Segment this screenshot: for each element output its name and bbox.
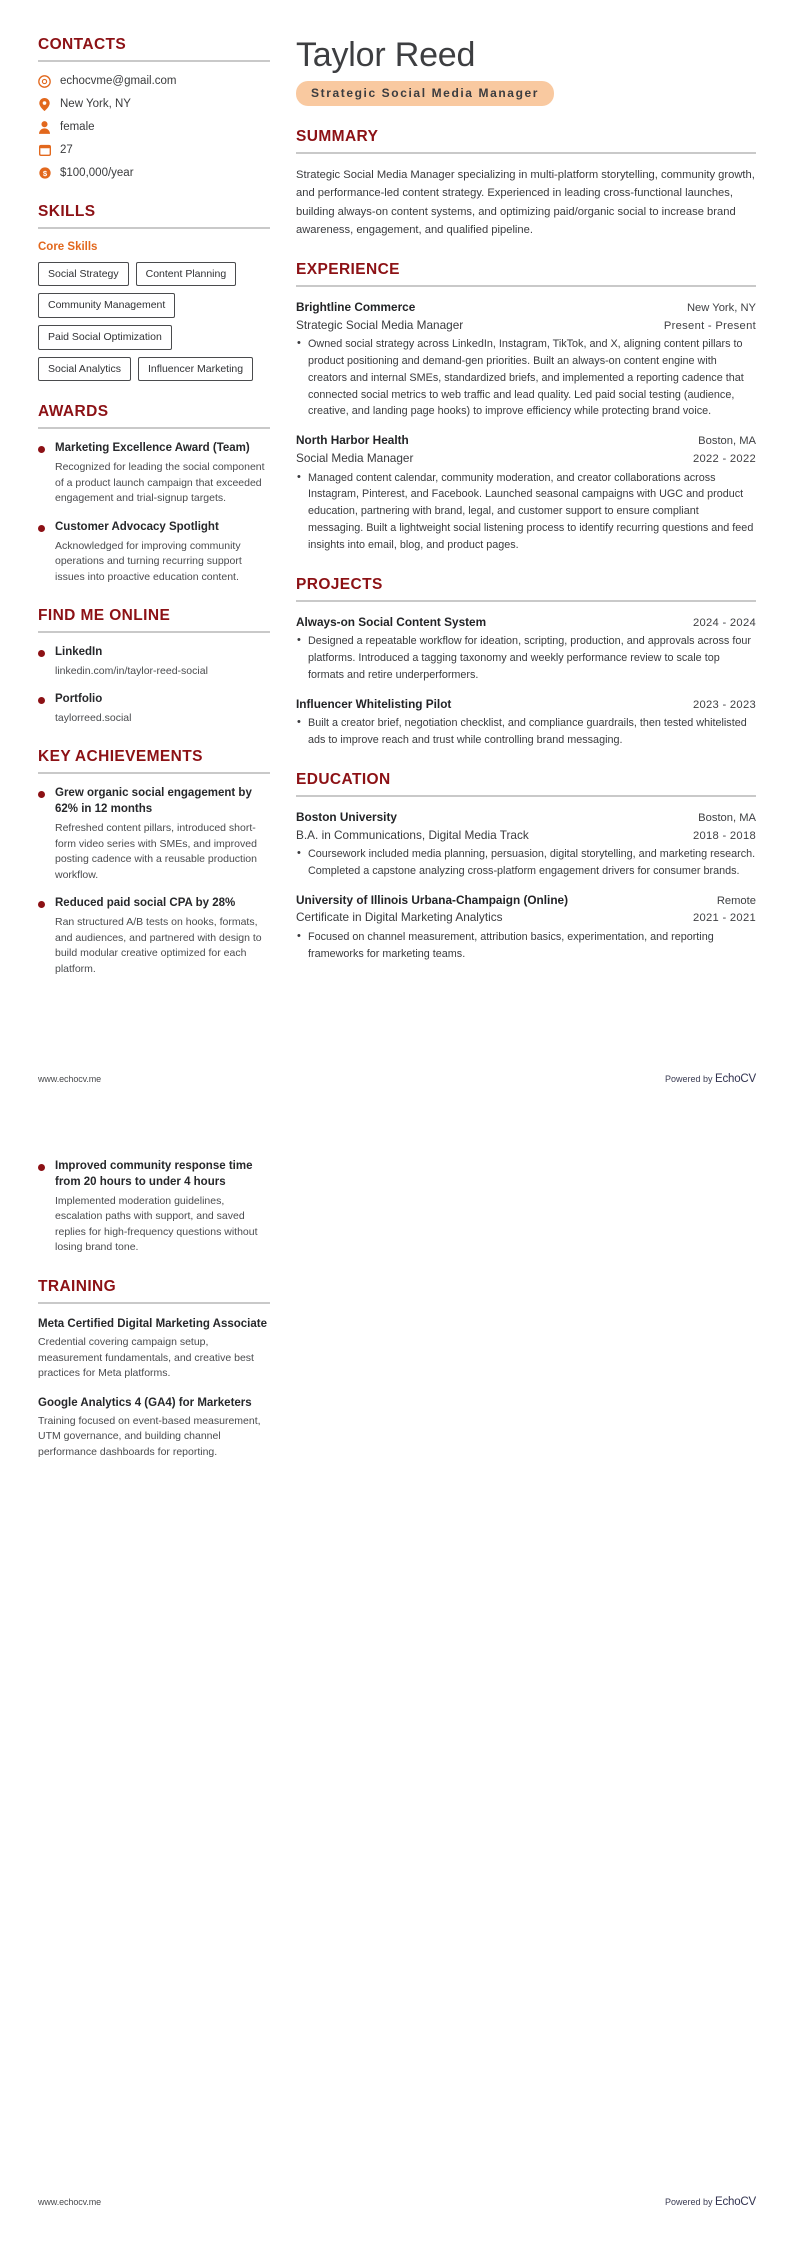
section-skills xyxy=(38,203,270,381)
main-column xyxy=(296,36,756,999)
footer-powered-prefix: Powered by xyxy=(664,2197,715,2207)
section-divider xyxy=(296,285,756,287)
bullet-dot-icon xyxy=(38,901,45,908)
section-education xyxy=(296,771,756,963)
resume-page-2 xyxy=(0,1123,794,2246)
project-bullet: • Built a creator brief, negotiation checklist, and compliance guardrails, then tested whitelisted ads to improve reach and trust while controlling brand messaging. xyxy=(296,715,756,749)
section-experience xyxy=(296,261,756,554)
school-name: Boston University xyxy=(296,809,397,824)
section-divider xyxy=(296,600,756,602)
section-divider xyxy=(38,427,270,429)
section-title-awards: AWARDS xyxy=(38,403,109,421)
skill-tag: Influencer Marketing xyxy=(138,357,253,382)
footer-website: www.echocv.me xyxy=(38,2197,102,2207)
section-key-achievements-continued xyxy=(38,1159,270,1256)
section-divider xyxy=(38,227,270,229)
footer-powered-prefix: Powered by xyxy=(664,1074,715,1084)
contact-value: female xyxy=(60,120,95,133)
education-dates: 2018 - 2018 xyxy=(692,829,756,842)
online-profile-label: LinkedIn xyxy=(55,646,103,659)
dollar-coin-icon xyxy=(38,167,51,180)
online-profile-item[interactable] xyxy=(38,645,270,679)
section-training xyxy=(38,1278,270,1460)
footer-powered-by xyxy=(665,2196,756,2208)
school-location: Boston, MA xyxy=(698,811,756,824)
project-entry xyxy=(296,696,756,749)
bullet-dot-icon xyxy=(38,1164,45,1171)
award-description: Recognized for leading the social component of a product launch campaign that exceeded engagement and trial-signup targets. xyxy=(55,461,265,505)
main-column-page2 xyxy=(296,1159,756,1482)
project-entry xyxy=(296,614,756,684)
section-divider xyxy=(296,152,756,154)
section-title-projects: PROJECTS xyxy=(296,575,383,593)
experience-entry xyxy=(296,299,756,420)
training-item xyxy=(38,1316,270,1382)
achievement-item xyxy=(38,786,270,883)
bullet-dot-icon xyxy=(38,650,45,657)
section-divider xyxy=(38,772,270,774)
skill-tag: Paid Social Optimization xyxy=(38,325,172,350)
award-title: Marketing Excellence Award (Team) xyxy=(55,442,250,455)
section-title-education: EDUCATION xyxy=(296,770,391,788)
svg-text:$: $ xyxy=(42,169,47,179)
section-title-contacts: CONTACTS xyxy=(38,36,127,53)
page-footer xyxy=(38,1073,756,1085)
achievement-description: Refreshed content pillars, introduced short-form video series with SMEs, and improved posting cadence with a reusable production workflow. xyxy=(55,822,257,881)
education-bullet-list xyxy=(296,929,756,963)
achievement-title: Grew organic social engagement by 62% in 12 months xyxy=(55,787,252,816)
section-divider xyxy=(296,795,756,797)
footer-brand: EchoCV xyxy=(715,2196,756,2208)
award-item xyxy=(38,441,270,506)
project-dates: 2024 - 2024 xyxy=(692,616,756,629)
contact-item-location xyxy=(38,97,270,112)
section-projects xyxy=(296,576,756,749)
training-title: Meta Certified Digital Marketing Associate xyxy=(38,1317,267,1330)
section-contacts xyxy=(38,36,270,181)
education-bullet: • Coursework included media planning, persuasion, digital storytelling, and marketing research. Completed a capstone analyzing cross-platform engagement drivers for consumer brands. xyxy=(296,846,756,880)
section-title-key-achievements: KEY ACHIEVEMENTS xyxy=(38,748,203,766)
project-bullet-list xyxy=(296,633,756,683)
experience-bullet: • Managed content calendar, community moderation, and creator collaborations across Instagram, Pinterest, and Facebook. Launched seasonal campaigns with UGC and product education, partnering with brand, legal, and customer support to ensure compliant messaging. Built a lightweight social listening process to identify recurring questions and feed insights into email, blog, and product pages. xyxy=(296,470,756,554)
section-divider xyxy=(38,60,270,62)
bullet-dot-icon xyxy=(38,791,45,798)
degree-name: Certificate in Digital Marketing Analytics xyxy=(296,910,503,925)
employer-name: Brightline Commerce xyxy=(296,299,416,314)
candidate-title-badge: Strategic Social Media Manager xyxy=(296,81,554,106)
award-item xyxy=(38,520,270,585)
employer-location: Boston, MA xyxy=(698,435,756,448)
project-bullet: • Designed a repeatable workflow for ideation, scripting, production, and approvals across four platforms. Introduced a tagging taxonomy and weekly performance review to scale top formats and retire underperformers. xyxy=(296,633,756,683)
contact-item-salary xyxy=(38,166,270,181)
resume-header xyxy=(296,36,756,106)
achievement-item xyxy=(38,896,270,977)
skill-tag: Social Analytics xyxy=(38,357,131,382)
contact-item-email[interactable] xyxy=(38,74,270,89)
achievement-description: Implemented moderation guidelines, escalation paths with support, and saved replies for high-frequency questions without losing brand tone. xyxy=(55,1194,258,1254)
section-divider xyxy=(38,1302,270,1304)
project-dates: 2023 - 2023 xyxy=(692,698,756,711)
skill-tag: Content Planning xyxy=(136,262,237,287)
page-footer xyxy=(38,2196,756,2208)
section-title-summary: SUMMARY xyxy=(296,128,379,146)
project-bullet-list xyxy=(296,715,756,749)
section-awards xyxy=(38,403,270,585)
candidate-name: Taylor Reed xyxy=(296,36,476,74)
education-entry xyxy=(296,892,756,963)
contact-value: $100,000/year xyxy=(60,166,134,179)
contact-item-gender xyxy=(38,120,270,135)
training-description: Training focused on event-based measurement, UTM governance, and building channel performance dashboards for reporting. xyxy=(38,1414,261,1458)
section-divider xyxy=(38,631,270,633)
footer-brand: EchoCV xyxy=(715,1073,756,1085)
contact-value: echocvme@gmail.com xyxy=(60,75,177,88)
online-profile-item[interactable] xyxy=(38,692,270,726)
award-title: Customer Advocacy Spotlight xyxy=(55,520,219,533)
calendar-icon xyxy=(38,144,51,157)
contact-item-age xyxy=(38,143,270,158)
experience-bullet: • Owned social strategy across LinkedIn, Instagram, TikTok, and X, aligning content pillars to product positioning and demand-gen priorities. Built an always-on content engine with creators and internal SMEs, standardized briefs, and implemented a reporting cadence that connected social metrics to web traffic and lead quality. Led paid social testing (audience, creative, and landing page hooks) to improve efficiency while protecting brand voice. xyxy=(296,336,756,420)
bullet-dot-icon xyxy=(38,446,45,453)
contact-value: New York, NY xyxy=(60,97,131,110)
section-title-skills: SKILLS xyxy=(38,202,96,220)
skills-group-label: Core Skills xyxy=(38,240,98,253)
online-profile-url[interactable]: linkedin.com/in/taylor-reed-social xyxy=(55,665,208,678)
contact-value: 27 xyxy=(60,143,73,156)
section-title-find-me-online: FIND ME ONLINE xyxy=(38,607,171,625)
skill-tag: Social Strategy xyxy=(38,262,129,287)
section-find-me-online xyxy=(38,607,270,726)
employer-location: New York, NY xyxy=(686,301,756,314)
online-profile-url[interactable]: taylorreed.social xyxy=(55,712,132,725)
training-description: Credential covering campaign setup, measurement fundamentals, and creative best practices for Meta platforms. xyxy=(38,1335,254,1380)
degree-name: B.A. in Communications, Digital Media Track xyxy=(296,827,529,842)
location-pin-icon xyxy=(38,98,51,111)
section-title-training: TRAINING xyxy=(38,1277,117,1295)
project-name: Always-on Social Content System xyxy=(296,614,487,629)
achievement-description: Ran structured A/B tests on hooks, formats, and audiences, and partnered with design to build modular creative optimized for each platform. xyxy=(55,916,262,975)
experience-bullet-list xyxy=(296,470,756,554)
training-item xyxy=(38,1395,270,1461)
achievement-item xyxy=(38,1159,270,1256)
job-title: Strategic Social Media Manager xyxy=(296,317,464,332)
bullet-dot-icon xyxy=(38,697,45,704)
sidebar-column-page2 xyxy=(38,1159,270,1482)
skill-tag-list xyxy=(38,262,270,381)
education-dates: 2021 - 2021 xyxy=(692,912,756,925)
school-location: Remote xyxy=(716,894,756,907)
sidebar-column xyxy=(38,36,270,999)
contact-list xyxy=(38,74,270,181)
footer-powered-by xyxy=(665,1073,756,1085)
experience-entry xyxy=(296,432,756,553)
online-profile-label: Portfolio xyxy=(55,693,103,706)
project-name: Influencer Whitelisting Pilot xyxy=(296,696,452,711)
section-key-achievements xyxy=(38,748,270,977)
school-name: University of Illinois Urbana-Champaign (Online) xyxy=(296,892,569,907)
education-entry xyxy=(296,809,756,880)
education-bullet-list xyxy=(296,846,756,880)
award-description: Acknowledged for improving community operations and turning recurring support issues into proactive education content. xyxy=(55,539,242,583)
footer-website: www.echocv.me xyxy=(38,1074,102,1084)
education-bullet: • Focused on channel measurement, attribution basics, experimentation, and reporting frameworks for marketing teams. xyxy=(296,929,756,963)
skill-tag: Community Management xyxy=(38,293,175,318)
section-summary xyxy=(296,128,756,239)
person-icon xyxy=(38,121,51,134)
summary-text: Strategic Social Media Manager specializing in multi-platform storytelling, community growth, and performance-led content strategy. Experienced in leading cross-functional launches, building always-on content systems, and optimizing paid/organic social to increase brand awareness, engagement, and qualified pipeline. xyxy=(296,169,755,236)
employer-name: North Harbor Health xyxy=(296,433,409,448)
bullet-dot-icon xyxy=(38,525,45,532)
achievement-title: Improved community response time from 20 hours to under 4 hours xyxy=(55,1160,253,1188)
section-title-experience: EXPERIENCE xyxy=(296,260,400,278)
achievement-title: Reduced paid social CPA by 28% xyxy=(55,897,236,910)
training-title: Google Analytics 4 (GA4) for Marketers xyxy=(38,1396,252,1409)
experience-bullet-list xyxy=(296,336,756,420)
job-dates: Present - Present xyxy=(663,319,756,332)
at-email-icon xyxy=(38,75,51,88)
job-title: Social Media Manager xyxy=(296,451,414,466)
job-dates: 2022 - 2022 xyxy=(692,453,756,466)
